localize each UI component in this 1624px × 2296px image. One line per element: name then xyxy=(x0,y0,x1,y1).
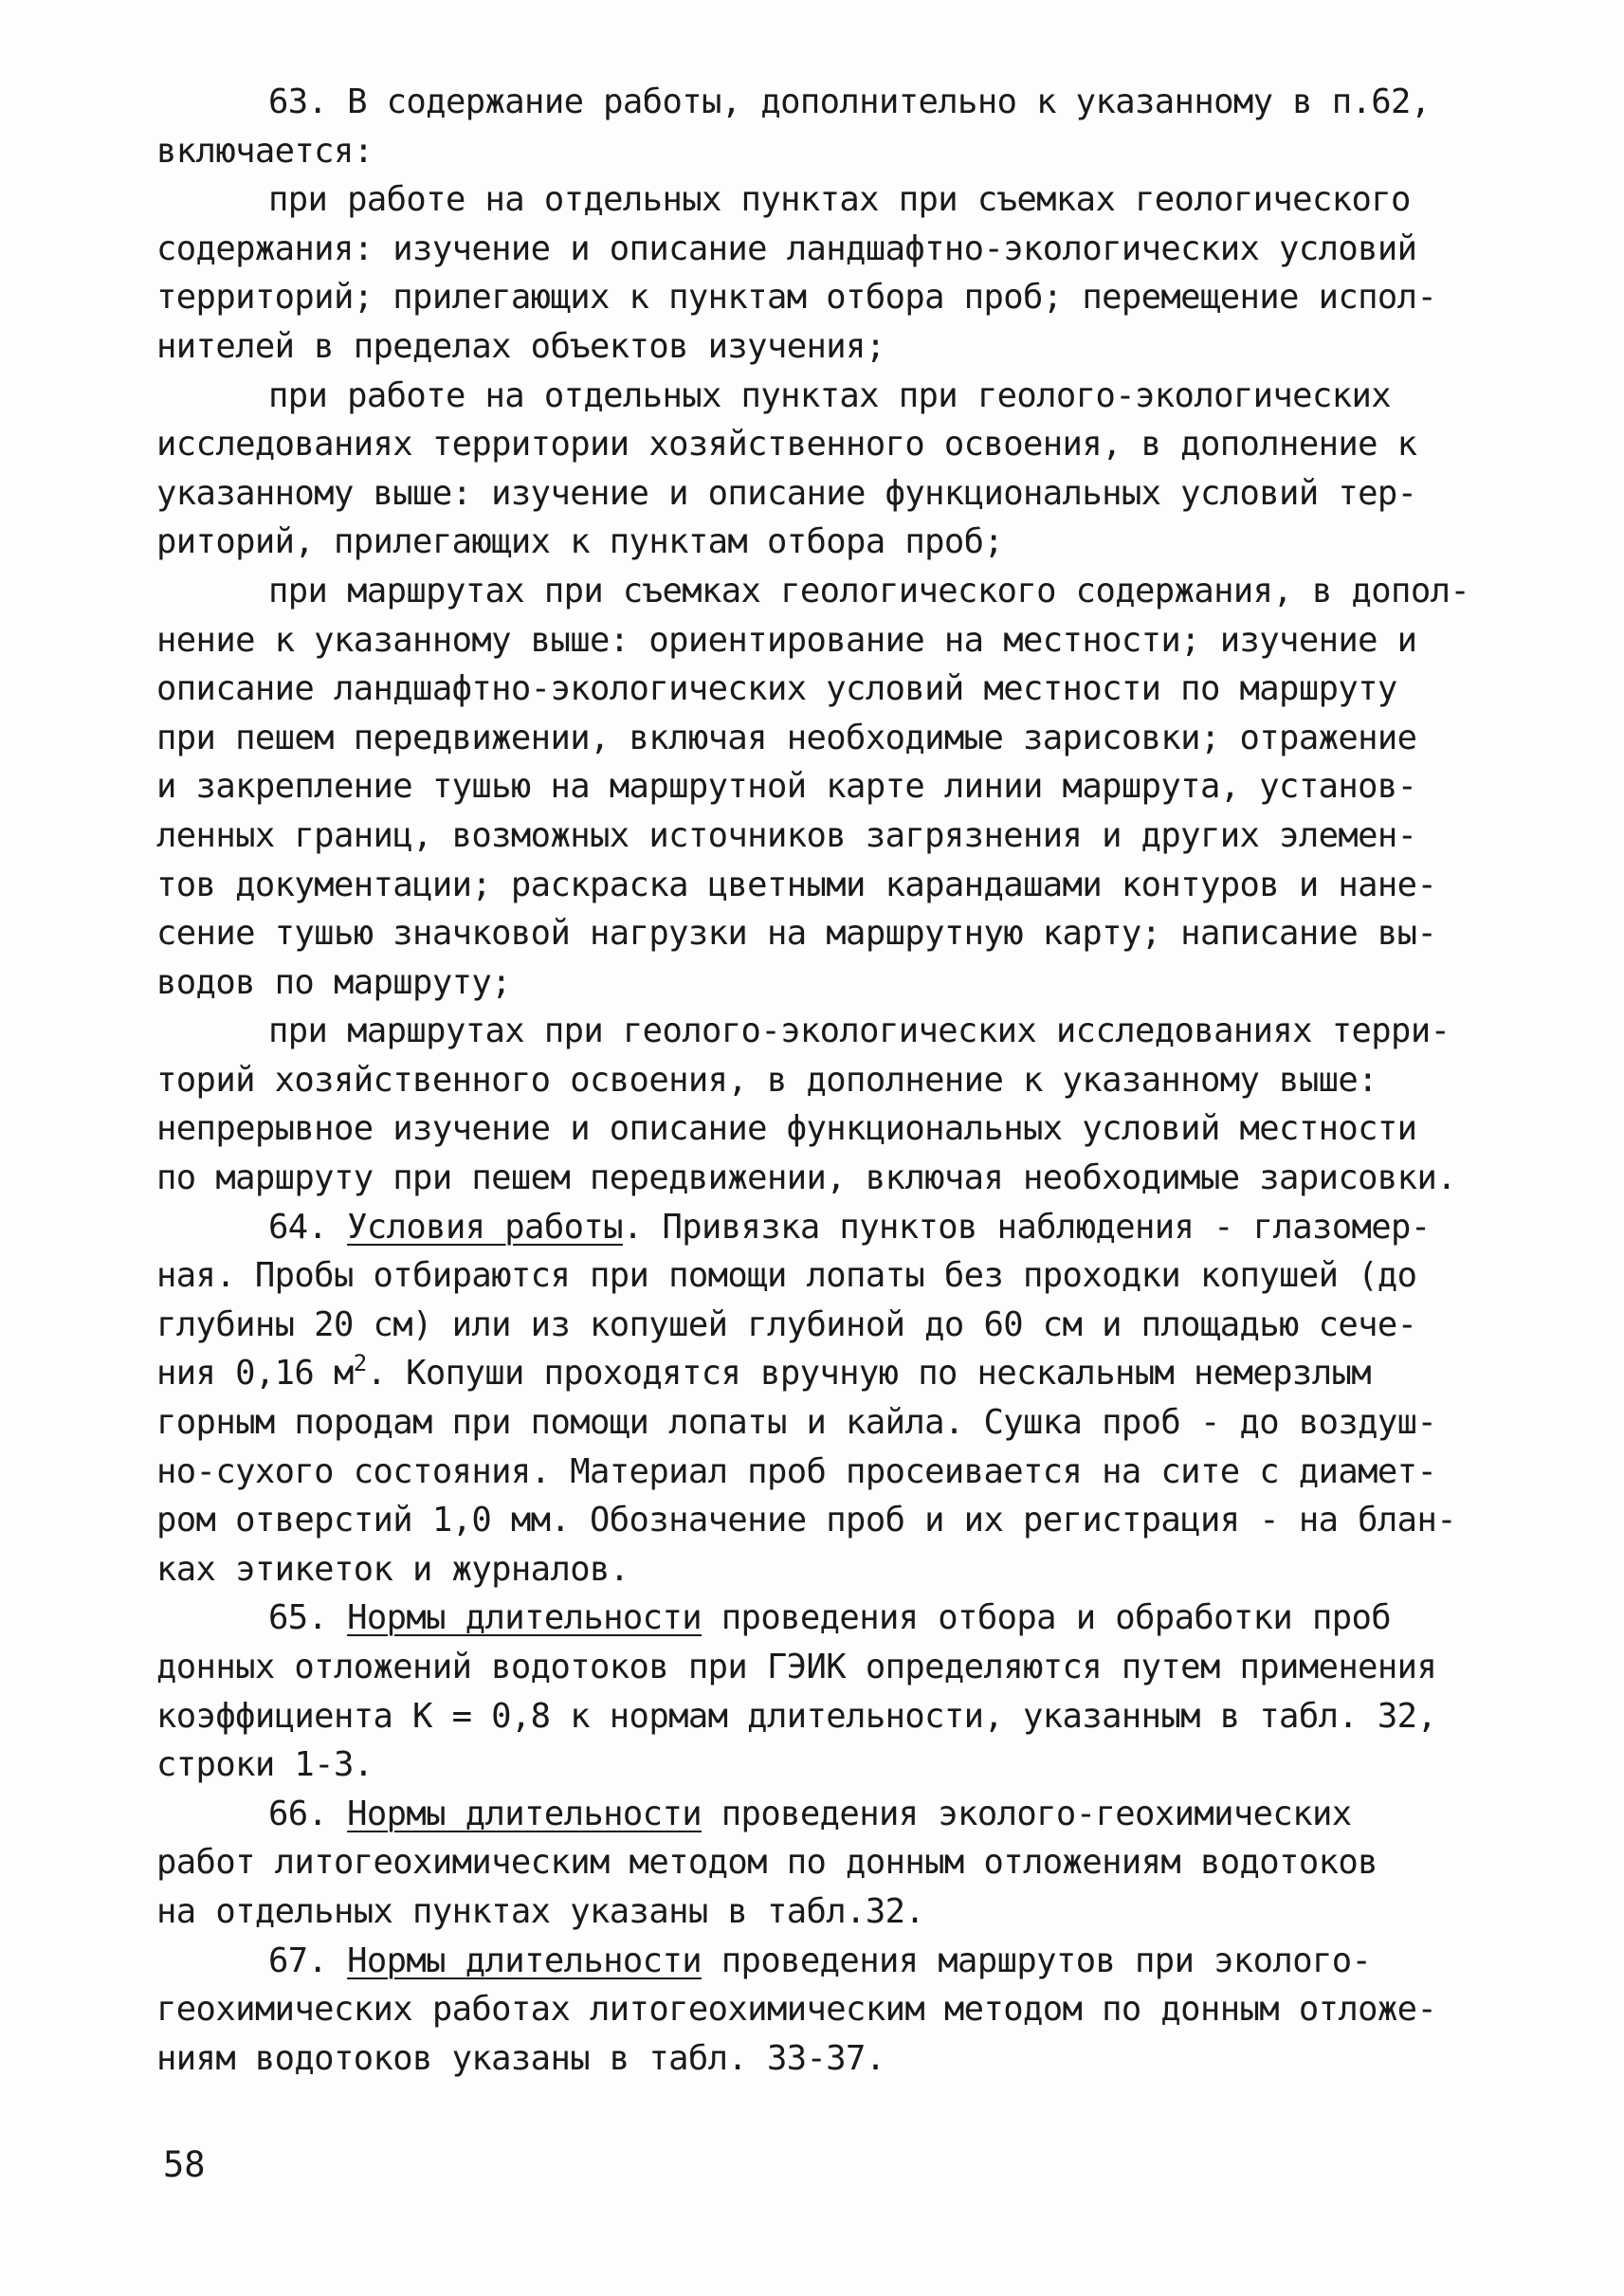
paragraph-eco-points-line-1: при работе на отдельных пунктах при геолого-экологических xyxy=(268,375,1392,415)
paragraph-67-line-2: геохимических работах литогеохимическим методом по донным отложе- xyxy=(156,1990,1437,2030)
paragraph-64-line-4 xyxy=(156,1349,1484,1398)
paragraph-66-number: 66. xyxy=(268,1794,348,1833)
paragraph-eco-points-line-3: указанному выше: изучение и описание функциональных условий тер- xyxy=(156,473,1417,513)
page-number: 58 xyxy=(163,2144,206,2185)
paragraph-64-line-3: глубины 20 см) или из копушей глубиной до 60 см и площадью сече- xyxy=(156,1304,1417,1344)
paragraph-survey-points-line-3: территорий; прилегающих к пунктам отбора проб; перемещение испол- xyxy=(156,278,1437,318)
paragraph-67-line-1-rest: проведения маршрутов при эколого- xyxy=(702,1941,1372,1980)
paragraph-survey-routes-line-4: при пешем передвижении, включая необходимые зарисовки; отражение xyxy=(156,718,1417,757)
paragraph-66-line-1 xyxy=(156,1790,1484,1839)
paragraph-survey-points-line-4: нителей в пределах объектов изучения; xyxy=(156,326,885,366)
paragraph-65-line-1 xyxy=(156,1594,1484,1643)
paragraph-eco-routes-line-2: торий хозяйственного освоения, в дополнение к указанному выше: xyxy=(156,1060,1378,1100)
work-conditions-heading: Условия работы xyxy=(347,1207,623,1247)
paragraph-survey-routes-line-5: и закрепление тушью на маршрутной карте линии маршрута, установ- xyxy=(156,767,1417,807)
paragraph-survey-routes-line-9: водов по маршруту; xyxy=(156,962,511,1002)
paragraph-65-number: 65. xyxy=(268,1598,348,1638)
paragraph-eco-points-line-2: исследованиях территории хозяйственного освоения, в дополнение к xyxy=(156,425,1417,465)
paragraph-66-line-2: работ литогеохимическим методом по донным отложениям водотоков xyxy=(156,1843,1378,1883)
paragraph-65-line-2: донных отложений водотоков при ГЭИК определяются путем применения xyxy=(156,1648,1437,1686)
paragraph-67-number: 67. xyxy=(268,1941,348,1980)
paragraph-survey-routes-line-1: при маршрутах при съемках геологического содержания, в допол- xyxy=(268,571,1470,610)
paragraph-survey-routes-line-6: ленных границ, возможных источников загрязнения и других элемен- xyxy=(156,815,1417,855)
paragraph-survey-routes-line-8: сение тушью значковой нагрузки на маршрутную карту; написание вы- xyxy=(156,914,1437,954)
paragraph-65-line-1-rest: проведения отбора и обработки проб xyxy=(702,1598,1392,1638)
paragraph-eco-routes-line-4: по маршруту при пешем передвижении, включая необходимые зарисовки. xyxy=(156,1158,1457,1198)
paragraph-63-line-1: 63. В содержание работы, дополнительно к указанному в п.62, xyxy=(268,82,1431,121)
paragraph-65-line-3: коэффициента К = 0,8 к нормам длительности, указанным в табл. 32, xyxy=(156,1696,1437,1736)
paragraph-eco-routes-line-3: непрерывное изучение и описание функциональных условий местности xyxy=(156,1109,1417,1149)
paragraph-survey-routes-line-2: нение к указанному выше: ориентирование на местности; изучение и xyxy=(156,620,1417,660)
paragraph-64-line-1 xyxy=(156,1203,1484,1252)
duration-norms-heading-67: Нормы длительности xyxy=(347,1941,703,1980)
paragraph-survey-points-line-2: содержания: изучение и описание ландшафтно-экологических условий xyxy=(156,228,1417,268)
paragraph-eco-routes-line-1: при маршрутах при геолого-экологических исследованиях терри- xyxy=(268,1011,1451,1051)
body-text xyxy=(156,78,1484,2083)
paragraph-64-line-8: ках этикеток и журналов. xyxy=(156,1549,630,1589)
paragraph-survey-routes-line-7: тов документации; раскраска цветными карандашами контуров и нане- xyxy=(156,865,1437,904)
paragraph-survey-routes-line-3: описание ландшафтно-экологических условий местности по маршруту xyxy=(156,669,1397,709)
superscript-2: 2 xyxy=(353,1350,367,1377)
paragraph-67-line-1 xyxy=(156,1937,1484,1986)
paragraph-64-line-2: ная. Пробы отбираются при помощи лопаты без проходки копушей (до xyxy=(156,1256,1417,1296)
paragraph-66-line-3: на отдельных пунктах указаны в табл.32. xyxy=(156,1891,925,1931)
duration-norms-heading-65: Нормы длительности xyxy=(347,1598,703,1638)
paragraph-64-line-1-rest: . Привязка пунктов наблюдения - глазомер- xyxy=(622,1207,1431,1247)
duration-norms-heading-66: Нормы длительности xyxy=(347,1794,703,1833)
paragraph-64-line-7: ром отверстий 1,0 мм. Обозначение проб и их регистрация - на блан- xyxy=(156,1501,1457,1540)
paragraph-64-line-6: но-сухого состояния. Материал проб просеивается на сите с диамет- xyxy=(156,1451,1437,1491)
paragraph-64-line-4-start: ния 0,16 м xyxy=(156,1354,354,1394)
paragraph-64-number: 64. xyxy=(268,1207,348,1247)
paragraph-survey-points-line-1: при работе на отдельных пунктах при съемках геологического xyxy=(268,180,1411,220)
paragraph-64-line-4-rest: . Копуши проходятся вручную по нескальным немерзлым xyxy=(366,1354,1372,1394)
paragraph-eco-points-line-4: риторий, прилегающих к пунктам отбора проб; xyxy=(156,522,1004,562)
paragraph-66-line-1-rest: проведения эколого-геохимических xyxy=(702,1794,1352,1833)
paragraph-64-line-5: горным породам при помощи лопаты и кайла. Сушка проб - до воздуш- xyxy=(156,1403,1437,1443)
paragraph-65-line-4: строки 1-3. xyxy=(156,1745,374,1785)
paragraph-67-line-3: ниям водотоков указаны в табл. 33-37. xyxy=(156,2038,885,2078)
paragraph-63-line-2: включается: xyxy=(156,131,374,171)
